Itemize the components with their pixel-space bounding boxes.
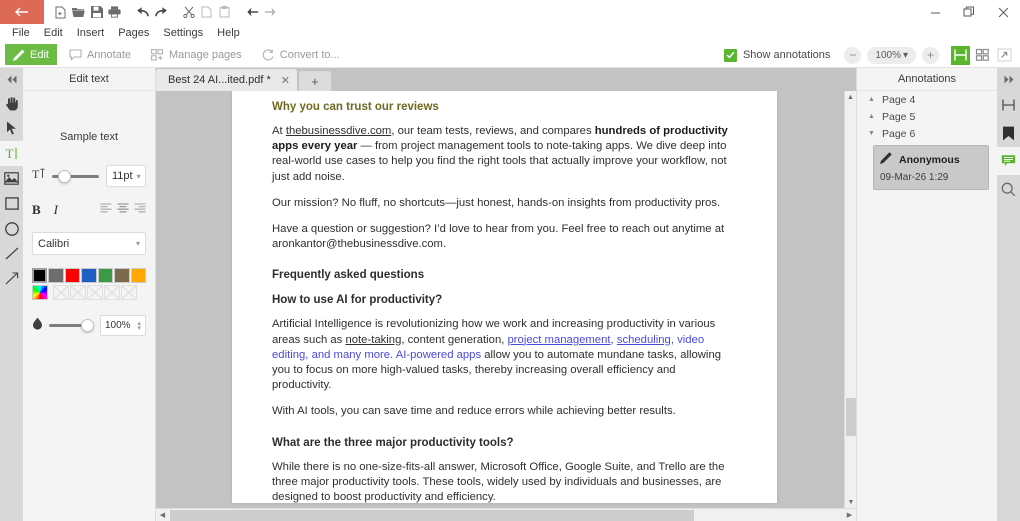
cut-icon[interactable] [180, 0, 197, 24]
heading-question-1: How to use AI for productivity? [272, 294, 443, 307]
italic-button[interactable]: I [53, 202, 59, 217]
font-size-icon [32, 167, 45, 185]
vertical-scroll-thumb[interactable] [846, 398, 856, 436]
collapse-left-icon[interactable] [0, 68, 23, 91]
paste-icon[interactable] [216, 0, 233, 24]
heading-question-2: What are the three major productivity tools? [272, 436, 514, 449]
annotation-page-group-4[interactable] [857, 91, 997, 108]
zoom-controls [844, 47, 939, 64]
comments-icon[interactable] [997, 147, 1020, 175]
font-size-slider-knob[interactable] [58, 170, 71, 183]
color-swatch-row-primary [32, 268, 146, 283]
next-page-icon[interactable] [262, 0, 279, 24]
save-icon[interactable] [88, 0, 105, 24]
zoom-out-button[interactable]: − [844, 47, 861, 64]
pencil-annotation-icon [880, 151, 893, 169]
collapse-right-icon[interactable] [997, 68, 1020, 91]
p4-a: Artificial Intelligence is revolutionizing how we work and increasing productivity in various areas such as [272, 318, 716, 346]
p4-c: , [610, 333, 617, 346]
left-tool-rail [0, 68, 23, 521]
show-annotations-label: Show annotations [742, 49, 831, 61]
scroll-right-icon[interactable]: ▶ [846, 512, 853, 519]
color-swatch-empty-5[interactable] [121, 285, 137, 300]
paragraph-6: While there is no one-size-fits-all answer, Microsoft Office, Google Suite, and Trello are the three major productivity tools. These tools, widely used by individuals and businesses, are designed to boost productivity and efficiency. [272, 460, 725, 504]
chevron-down-icon: ▾ [902, 49, 908, 61]
title-bar [0, 0, 1020, 24]
scroll-down-icon[interactable]: ▼ [847, 498, 855, 506]
color-swatch-blue[interactable] [81, 268, 96, 283]
back-button[interactable] [0, 0, 44, 24]
sample-text-preview: Sample text [59, 131, 119, 143]
color-picker-swatch[interactable] [32, 285, 48, 300]
p1-pre: At [272, 125, 286, 137]
view-mode-group [951, 46, 1014, 65]
horizontal-scroll-thumb[interactable] [170, 510, 694, 521]
single-page-view-button[interactable] [951, 46, 970, 65]
manage-pages-label: Manage pages [169, 48, 242, 61]
zoom-level-value: 100% [875, 49, 901, 61]
opacity-slider-knob[interactable] [81, 319, 94, 332]
font-size-value: 11pt [112, 170, 133, 182]
ai-powered-apps-link[interactable]: video editing, and many more. AI-powered apps [272, 333, 705, 361]
p1-post: — from project management tools to note-taking apps. We dive deep into real-world use cases to help you find the right tools that actually improve your workflow, not just add noise. [272, 140, 727, 183]
p4-b: , content generation, [401, 333, 508, 346]
pages-grid-icon [151, 49, 164, 61]
opacity-row [23, 315, 155, 336]
color-swatch-green[interactable] [98, 268, 113, 283]
convert-to-button[interactable] [254, 44, 348, 65]
paragraph-1 [272, 124, 737, 185]
page-heading-main: Why you can trust our reviews [272, 101, 439, 113]
menu-help[interactable]: Help [217, 27, 240, 39]
align-center-icon[interactable] [117, 201, 129, 219]
p4-d: , [670, 333, 678, 346]
document-vertical-scrollbar[interactable] [844, 91, 856, 508]
show-annotations-checkbox[interactable] [724, 49, 737, 62]
scroll-up-icon[interactable]: ▲ [847, 93, 854, 101]
ribbon-right-group [724, 42, 1014, 68]
text-tool[interactable] [0, 141, 23, 166]
menu-file[interactable]: File [12, 27, 30, 39]
p1-mid: , our team tests, reviews, and compares [391, 125, 595, 137]
chevron-up-icon[interactable]: ▲ [868, 113, 875, 120]
annotation-author: Anonymous [899, 154, 960, 166]
paragraph-4 [272, 317, 737, 393]
svg-text:T: T [32, 167, 40, 180]
svg-text:T: T [5, 146, 13, 161]
scheduling-link[interactable]: scheduling [616, 333, 671, 346]
minimize-button[interactable] [918, 0, 952, 24]
speech-bubble-icon [69, 49, 82, 61]
close-icon[interactable]: ✕ [280, 74, 290, 87]
annotation-page-group-5[interactable] [857, 108, 997, 125]
annotation-date: 09-Mar-26 1:29 [880, 172, 949, 183]
menu-bar [0, 24, 1020, 42]
window-controls [918, 0, 1020, 24]
manage-pages-button[interactable] [143, 44, 250, 65]
bold-button[interactable]: B [32, 202, 41, 217]
color-swatch-black[interactable] [32, 268, 47, 283]
pdf-page[interactable] [232, 91, 777, 503]
document-tab-strip [156, 68, 856, 91]
color-swatch-orange[interactable] [131, 268, 146, 283]
annotation-page-label: Page 6 [882, 127, 916, 140]
color-swatch-red[interactable] [65, 268, 80, 283]
font-family-dropdown[interactable] [32, 232, 146, 255]
color-swatches [23, 268, 155, 300]
ribbon-toolbar [0, 42, 1020, 68]
convert-circle-icon [262, 49, 275, 61]
document-horizontal-scrollbar[interactable] [156, 508, 856, 521]
previous-page-icon[interactable] [244, 0, 261, 24]
p1-bold: hundreds of productivity apps every year [272, 125, 728, 153]
show-annotations-toggle[interactable] [724, 49, 830, 62]
opacity-drop-icon [32, 317, 43, 335]
print-icon[interactable] [106, 0, 123, 24]
line-tool[interactable] [0, 241, 23, 266]
annotation-page-label: Page 5 [882, 110, 916, 123]
arrow-tool[interactable] [0, 266, 23, 291]
menu-edit[interactable]: Edit [43, 27, 63, 39]
document-viewport[interactable] [156, 91, 856, 521]
text-properties-panel [23, 68, 156, 521]
right-icon-rail [997, 68, 1020, 521]
copy-icon[interactable] [198, 0, 215, 24]
zoom-level-dropdown[interactable] [867, 47, 916, 64]
color-swatch-empty-3[interactable] [87, 285, 103, 300]
font-size-dropdown[interactable] [106, 165, 146, 187]
note-taking-link[interactable]: note-taking [345, 333, 402, 346]
redo-icon[interactable] [152, 0, 169, 24]
annotations-panel [856, 68, 997, 521]
chevron-up-icon[interactable]: ▲ [868, 96, 875, 103]
chevron-down-icon: ▾ [135, 239, 140, 248]
edit-mode-label: Edit [30, 48, 49, 61]
image-tool[interactable] [0, 166, 23, 191]
convert-to-label: Convert to... [279, 48, 340, 61]
new-tab-button[interactable]: + [299, 71, 331, 91]
color-swatch-empty-1[interactable] [53, 285, 69, 300]
font-size-row [23, 165, 155, 187]
chevron-down-icon[interactable]: ▼ [868, 130, 875, 137]
color-swatch-empty-2[interactable] [70, 285, 86, 300]
document-tab[interactable] [156, 69, 297, 91]
properties-panel-title: Edit text [23, 68, 155, 91]
color-swatch-brown[interactable] [114, 268, 129, 283]
paragraph-3: Have a question or suggestion? I’d love to hear from you. Feel free to reach out anytime at aronkantor@thebusinessdive.com. [272, 223, 725, 251]
paragraph-5: With AI tools, you can save time and reduce errors while achieving better results. [272, 405, 676, 418]
font-size-slider[interactable] [52, 169, 99, 183]
select-tool[interactable] [0, 116, 23, 141]
edit-mode-button[interactable] [5, 44, 57, 65]
maximize-button[interactable] [952, 0, 986, 24]
annotations-panel-title: Annotations [857, 68, 997, 91]
ellipse-tool[interactable] [0, 216, 23, 241]
spinner-arrows-icon[interactable]: ▴ ▾ [137, 319, 141, 332]
heading-faq: Frequently asked questions [272, 269, 425, 282]
chevron-down-icon: ▾ [136, 171, 141, 181]
rectangle-tool[interactable] [0, 191, 23, 216]
menu-insert[interactable]: Insert [76, 27, 105, 39]
annotation-page-label: Page 4 [882, 93, 916, 106]
business-dive-link[interactable]: thebusinessdive.com [285, 125, 392, 137]
opacity-value: 100% [105, 320, 131, 331]
search-icon[interactable] [997, 175, 1020, 203]
grid-page-view-button[interactable] [973, 46, 992, 65]
new-document-icon[interactable] [52, 0, 69, 24]
quick-access-toolbar [52, 0, 279, 24]
annotate-mode-button[interactable] [61, 44, 139, 65]
align-right-icon[interactable] [134, 201, 146, 219]
annotation-note-card[interactable] [873, 145, 989, 190]
pencil-icon [13, 49, 25, 61]
fullscreen-view-button[interactable] [995, 46, 1014, 65]
color-swatch-gray[interactable] [48, 268, 63, 283]
font-family-value: Calibri [38, 237, 70, 250]
close-button[interactable] [986, 0, 1020, 24]
open-folder-icon[interactable] [70, 0, 87, 24]
page-layout-icon[interactable] [997, 91, 1020, 119]
annotation-page-group-6[interactable] [857, 125, 997, 142]
annotate-mode-label: Annotate [86, 48, 132, 61]
color-swatch-row-custom [32, 285, 146, 300]
document-tab-title: Best 24 AI...ited.pdf * [168, 74, 271, 86]
p4-e: allow you to automate mundane tasks, allowing you to focus on more high-valued tasks, thereby increasing overall efficiency and productivity. [272, 348, 722, 392]
text-style-row [23, 201, 155, 219]
paragraph-2: Our mission? No fluff, no shortcuts—just honest, hands-on insights from productivity pros. [272, 196, 721, 209]
zoom-in-button[interactable]: + [922, 47, 939, 64]
bookmark-icon[interactable] [997, 119, 1020, 147]
project-management-link[interactable]: project management [507, 333, 611, 346]
color-swatch-empty-4[interactable] [104, 285, 120, 300]
undo-icon[interactable] [134, 0, 151, 24]
opacity-slider[interactable] [49, 319, 94, 333]
hand-tool[interactable] [0, 91, 23, 116]
opacity-value-input[interactable] [100, 315, 146, 336]
scroll-left-icon[interactable]: ◀ [159, 512, 166, 519]
menu-settings[interactable]: Settings [163, 27, 204, 39]
font-family-row [23, 232, 155, 255]
menu-pages[interactable]: Pages [118, 27, 150, 39]
align-left-icon[interactable] [100, 201, 112, 219]
